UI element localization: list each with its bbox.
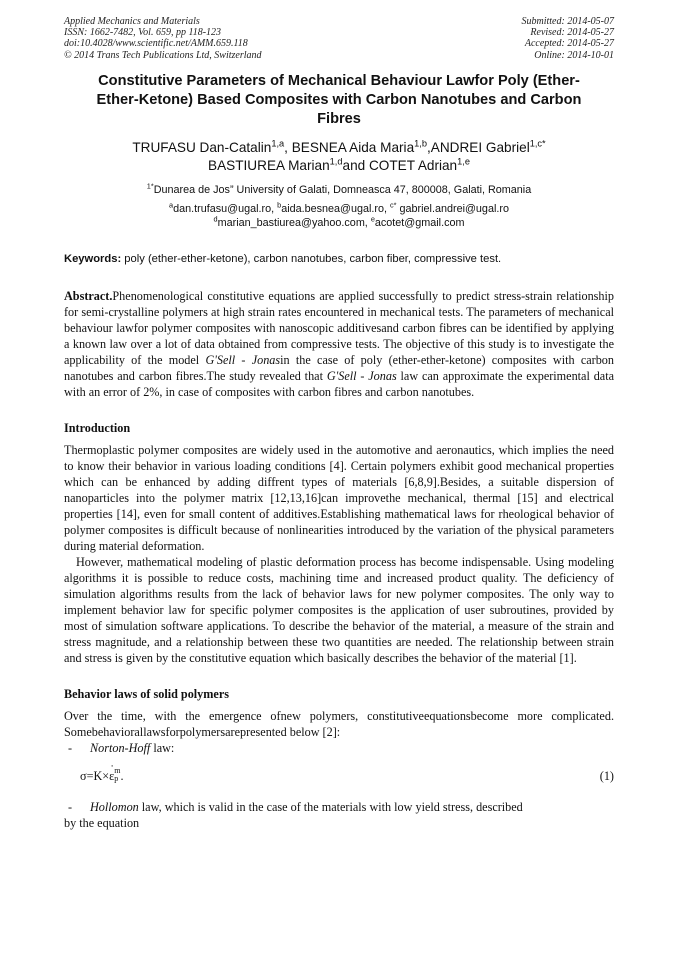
doi: doi:10.4028/www.scientific.net/AMM.659.118: [64, 38, 248, 50]
equation-1-end: .: [120, 769, 124, 783]
author-besnea-sup: 1,b: [414, 138, 427, 149]
hollomon-rest: law, which is valid in the case of the materials with low yield stress, described: [138, 800, 523, 815]
author-andrei: ,ANDREI Gabriel: [426, 140, 530, 155]
header-left: [64, 16, 262, 61]
abstract-part-2: in the case of poly (ether-ether-ketone) composites with carbon nanotubes and carbon fibres.The study revealed that: [64, 353, 614, 383]
introduction-heading: Introduction: [64, 421, 131, 435]
keywords-text: poly (ether-ether-ketone), carbon nanotubes, carbon fiber, compressive test.: [121, 253, 502, 265]
header-right: [522, 16, 615, 61]
bullet-hollomon: [64, 799, 614, 815]
abstract-part-3: law can approximate the experimental data with an error of 2%, in case of composites with carbon fibres and carbon nanotubes.: [64, 369, 614, 399]
affiliation-text: Dunarea de Jos” University of Galati, Domneasca 47, 800008, Galati, Romania: [153, 184, 532, 196]
introduction-paragraph-1: Thermoplastic polymer composites are widely used in the automotive and aeronautics, which implies the need to know their behavior in various loading conditions [4]. Certain polymers exhibit good mechanical properties which can be enhanced by adding diffrent types of materials [6,8,9].Besides, a suitable dispersion of nanoparticles into the polymer matrix [12,13,16]can improvethe mechanical, thermal [15] and electrical properties [14], even for small content of additives.Establishing mathematical laws for rheological behavior of polymer composites is difficult because of nonlinearities introduced by the variation of the physical parameters during material deformation.: [64, 443, 614, 553]
abstract-model-2: G'Sell - Jonas: [326, 369, 397, 383]
paper-title: [64, 72, 614, 129]
issn: ISSN: 1662-7482, Vol. 659, pp 118-123: [64, 27, 222, 39]
norton-hoff-name: Norton-Hoff: [90, 741, 151, 755]
title-line-2: Ether-Ketone) Based Composites with Carbon Nanotubes and Carbon: [96, 92, 582, 108]
email-a-sup: a: [169, 200, 174, 210]
email-e[interactable]: acotet@gmail.com: [374, 217, 465, 229]
author-bastiurea-sup: 1,d: [329, 156, 343, 167]
hollomon-continuation: by the equation: [64, 816, 140, 831]
bullet-dash: -: [68, 800, 73, 815]
author-trufasu: TRUFASU Dan-Catalin: [132, 140, 272, 155]
title-line-3: Fibres: [317, 111, 361, 127]
accepted-date: Accepted: 2014-05-27: [524, 38, 614, 50]
email-b[interactable]: aida.besnea@ugal.ro,: [281, 203, 391, 215]
author-line-2: [64, 157, 614, 175]
email-line-1: [64, 202, 614, 216]
equation-1-sup: m: [114, 766, 121, 776]
affiliation: [64, 183, 614, 197]
author-line-1: [64, 139, 614, 157]
behavior-paragraph-1: Over the time, with the emergence ofnew polymers, constitutiveequationsbecome more complicated. Somebehaviorallawsforpolymersarepresented below [2]:: [64, 709, 614, 739]
strain-rate-symbol: ˙ ε: [109, 768, 114, 784]
behavior-laws-heading: Behavior laws of solid polymers: [64, 687, 229, 701]
journal-name: Applied Mechanics and Materials: [64, 16, 200, 27]
author-cotet: and COTET Adrian: [342, 158, 458, 173]
author-bastiurea: BASTIUREA Marian: [208, 158, 330, 173]
author-andrei-sup: 1,c*: [529, 138, 546, 149]
abstract-part-1: Phenomenological constitutive equations are applied successfully to predict stress-strain relationship for semi-crystalline polymers at high strain rates encountered in mechanical tests. The parameters of mechanical behaviour lawfor polymer composites with nanoscopic additivesand carbon fibres can be identified by applying a known law over a lot of data obtained from compressive tests. The objective of this study is to investigate the applicability of the model: [64, 289, 614, 367]
author-besnea: , BESNEA Aida Maria: [284, 140, 415, 155]
equation-1-lhs: σ=K×: [80, 769, 110, 783]
keywords-label: Keywords:: [64, 253, 122, 265]
email-list: [64, 202, 614, 230]
email-c-sup: c*: [390, 200, 397, 210]
revised-date: Revised: 2014-05-27: [530, 27, 614, 39]
email-d[interactable]: marian_bastiurea@yahoo.com,: [217, 217, 371, 229]
equation-1-scripts: [114, 767, 120, 783]
hollomon-name: Hollomon: [90, 800, 139, 815]
copyright: © 2014 Trans Tech Publications Ltd, Switzerland: [64, 49, 262, 61]
email-e-sup: e: [370, 214, 375, 224]
online-date: Online: 2014-10-01: [534, 49, 614, 61]
abstract-label: Abstract.: [64, 289, 113, 303]
author-trufasu-sup: 1,a: [271, 138, 285, 149]
journal-header: [64, 16, 614, 64]
bullet-norton-hoff: [64, 740, 614, 756]
email-a[interactable]: dan.trufasu@ugal.ro,: [173, 203, 278, 215]
author-cotet-sup: 1,e: [457, 156, 470, 167]
bullet-dash: -: [68, 741, 73, 755]
introduction-paragraph-2: However, mathematical modeling of plastic deformation process has become indispensable. Using modeling algorithms it is possible to reduce costs, machining time and increased product quality. The deficiency of simulation algorithms results from the lack of behavior laws for new polymer composites. The only way to implement behavior law for specific polymer composites is the application of user subroutines, provided by most of simulation software applications. To describe the behavior of the material, a measure of the strain and stress magnitude, and a relationship between these two quantities are needed. The relationship between strain and stress is given by the constitutive equation which basically describes the behavior of the material [1].: [64, 555, 614, 665]
email-d-sup: d: [213, 214, 218, 224]
affiliation-sup: 1*: [146, 181, 154, 191]
email-b-sup: b: [277, 200, 282, 210]
abstract-model-1: G'Sell - Jonas: [205, 353, 281, 367]
email-c[interactable]: gabriel.andrei@ugal.ro: [396, 203, 509, 215]
keywords: [64, 252, 614, 266]
equation-1-number: (1): [599, 769, 614, 783]
title-line-1: Constitutive Parameters of Mechanical Behaviour Lawfor Poly (Ether-: [98, 73, 580, 89]
abstract: [64, 288, 614, 400]
paper-page: [64, 16, 614, 831]
equation-1-sub: p: [114, 774, 119, 784]
email-line-2: [64, 216, 614, 230]
norton-hoff-rest: law:: [150, 741, 175, 755]
author-list: [64, 139, 614, 175]
equation-1: [64, 768, 614, 785]
submitted-date: Submitted: 2014-05-07: [521, 16, 614, 27]
